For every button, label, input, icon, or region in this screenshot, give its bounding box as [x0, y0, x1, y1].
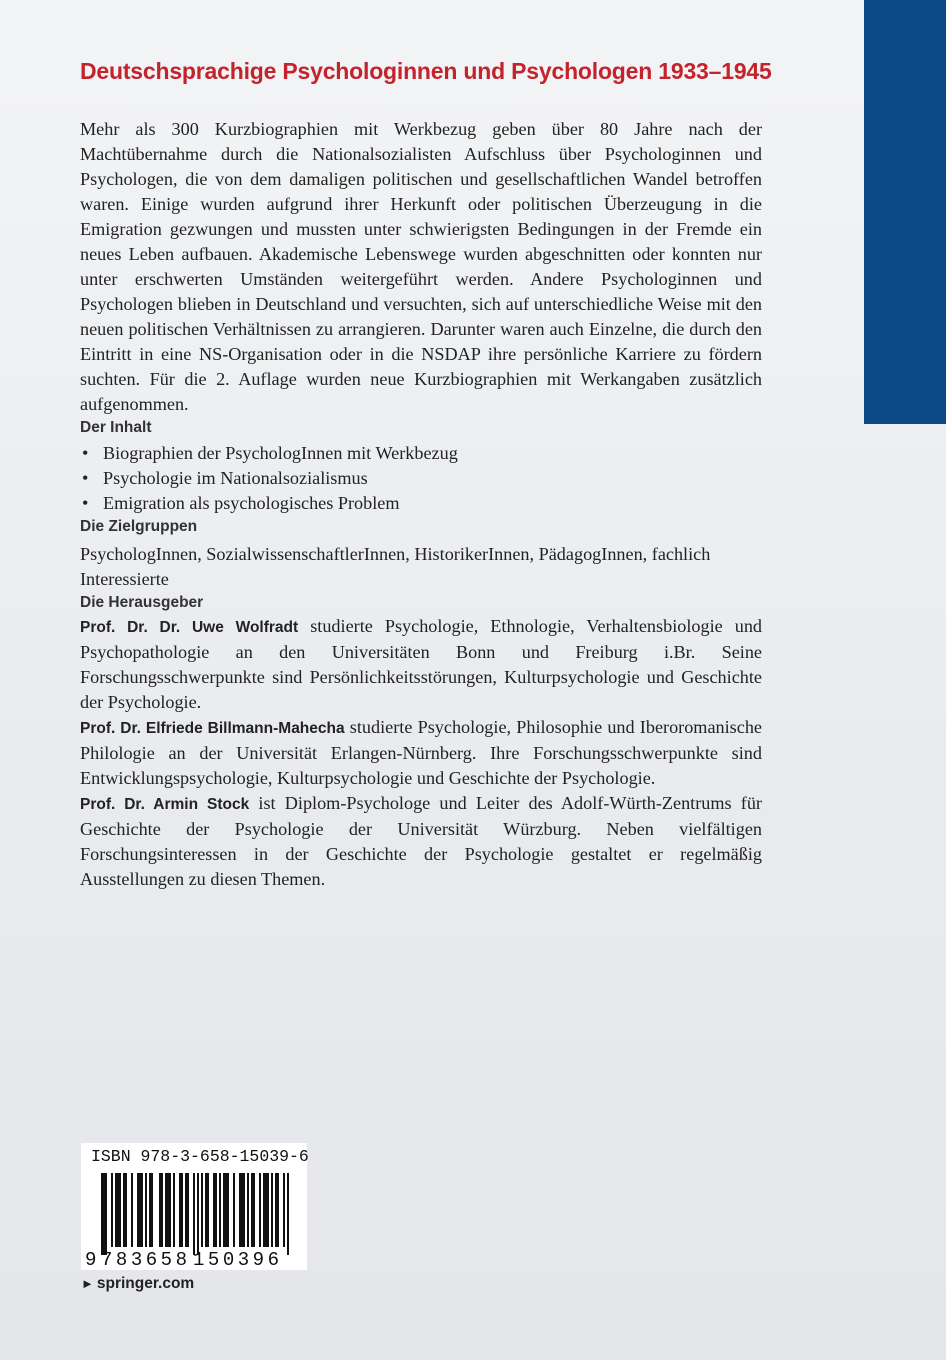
barcode-bar [165, 1173, 167, 1247]
editor-bio: studierte Psychologie, Ethnologie, Verhaltensbiologie und Psychopathologie an den Universitäten Bonn und Freiburg i.Br. Seine Forschungsschwerpunkte sind Persönlichkeitsstörungen, Kulturpsychologie und Geschichte der Psychologie. [80, 616, 763, 712]
list-item: • Psychologie im Nationalsozialismus [80, 466, 762, 491]
barcode-bar [125, 1173, 127, 1247]
editor-bio: ist Diplom-Psychologe und Leiter des Adolf-Würth-Zentrums für Geschichte der Psychologie der Universität Würzburg. Neben vielfältigen Forschungsinteressen in der Geschichte der Psychologie gestaltet er regelmäßig Ausstellungen zu diesen Themen. [80, 793, 762, 889]
inhalt-list [80, 441, 762, 516]
barcode-bar [277, 1173, 279, 1247]
barcode-bar [275, 1173, 277, 1247]
barcode-bar [267, 1173, 269, 1247]
barcode-bar [137, 1173, 139, 1247]
barcode-bar [103, 1173, 105, 1255]
isbn-barcode [81, 1143, 307, 1270]
barcode-bar [215, 1173, 217, 1247]
intro-paragraph: Mehr als 300 Kurzbiographien mit Werkbezug geben über 80 Jahre nach der Machtübernahme durch die Nationalsozialisten Aufschluss über Psychologinnen und Psychologen, die von dem damaligen politischen und gesellschaftlichen Wandel betroffen waren. Einige wurden aufgrund ihrer Herkunft oder politischen Überzeugung in die Emigration gezwungen und mussten unter schwierigsten Bedingungen in der Fremde ein neues Leben aufbauen. Akademische Lebenswege wurden abgeschnitten oder konnten nur unter erschwerten Umständen weitergeführt werden. Andere Psychologinnen und Psychologen blieben in Deutschland und versuchten, sich auf unterschiedliche Weise mit den neuen politischen Verhältnissen zu arrangieren. Darunter waren auch Einzelne, die durch den Eintritt in eine NS-Organisation oder in die NSDAP ihre persönliche Karriere zu fördern suchten. Für die 2. Auflage wurden neue Kurzbiographien mit Werkangaben zusätzlich aufgenommen. [80, 119, 762, 414]
barcode-bar [271, 1173, 273, 1247]
barcode-bar [259, 1173, 261, 1247]
list-item: • Emigration als psychologisches Problem [80, 491, 762, 516]
editor-bio: studierte Psychologie, Philosophie und Iberoromanische Philologie an der Universität Erlangen-Nürnberg. Ihre Forschungsschwerpunkte sind Entwicklungspsychologie, Kulturpsychologie und Geschichte der Psychologie. [80, 717, 762, 788]
barcode-bar [159, 1173, 161, 1247]
publisher-link[interactable] [81, 1275, 194, 1293]
herausgeber-heading: Die Herausgeber [80, 594, 204, 611]
barcode-bar [239, 1173, 241, 1247]
barcode-bar [161, 1173, 163, 1247]
barcode-bar [207, 1173, 209, 1247]
barcode-bar [185, 1173, 187, 1247]
isbn-label: ISBN 978-3-658-15039-6 [91, 1147, 309, 1166]
barcode-bar [141, 1173, 143, 1247]
barcode-digits-left: 783658 [101, 1249, 187, 1270]
zielgruppen-text: PsychologInnen, SozialwissenschaftlerInnen, HistorikerInnen, PädagogInnen, fachlich Interessierte [80, 544, 711, 589]
inhalt-heading: Der Inhalt [80, 419, 152, 436]
editor-name: Prof. Dr. Armin Stock [80, 796, 250, 813]
barcode-bar [205, 1173, 207, 1247]
barcode-bar [283, 1173, 285, 1247]
barcode-bar [101, 1173, 103, 1255]
book-title: Deutschsprachige Psychologinnen und Psychologen 1933–1945 [80, 58, 772, 84]
barcode-digits-right: 150396 [193, 1249, 279, 1270]
barcode-bar [151, 1173, 153, 1247]
barcode-bar [115, 1173, 117, 1247]
barcode-bar [233, 1173, 235, 1247]
barcode-bar [243, 1173, 245, 1247]
barcode-bar [223, 1173, 225, 1247]
barcode-bar [263, 1173, 265, 1247]
barcode-bar [131, 1173, 133, 1247]
barcode-bar [265, 1173, 267, 1247]
editor-name: Prof. Dr. Dr. Uwe Wolfradt [80, 619, 299, 636]
list-item: • Biographien der PsychologInnen mit Werkbezug [80, 441, 762, 466]
bullet-icon: • [82, 493, 89, 513]
barcode-bar [167, 1173, 169, 1247]
barcode-bar [193, 1173, 195, 1255]
barcode-bar [173, 1173, 175, 1247]
barcode-bar [187, 1173, 189, 1247]
barcode-bar [227, 1173, 229, 1247]
barcode-bar [181, 1173, 183, 1247]
barcode-bar [169, 1173, 171, 1247]
zielgruppen-heading: Die Zielgruppen [80, 518, 198, 535]
blue-accent-bar [864, 0, 946, 424]
barcode-bar [219, 1173, 221, 1247]
barcode-bar [145, 1173, 147, 1247]
barcode-bar [287, 1173, 289, 1255]
bullet-icon: • [82, 443, 89, 463]
publisher-url: springer.com [96, 1275, 195, 1292]
barcode-bar [105, 1173, 107, 1255]
barcode-bar [111, 1173, 113, 1247]
barcode-bars [101, 1173, 289, 1255]
editor-entry [80, 715, 762, 791]
barcode-bar [201, 1173, 203, 1247]
editor-name: Prof. Dr. Elfriede Billmann-Mahecha [80, 720, 345, 737]
barcode-bar [225, 1173, 227, 1247]
barcode-bar [247, 1173, 249, 1247]
barcode-bar [197, 1173, 199, 1255]
barcode-digit-first: 9 [85, 1249, 97, 1270]
barcode-bar [119, 1173, 121, 1247]
editor-entry [80, 791, 762, 892]
barcode-bar [179, 1173, 181, 1247]
barcode-bar [251, 1173, 253, 1247]
barcode-bar [117, 1173, 119, 1247]
barcode-bar [213, 1173, 215, 1247]
barcode-bar [123, 1173, 125, 1247]
back-cover-content [80, 117, 762, 892]
editor-entry [80, 614, 762, 715]
barcode-bar [253, 1173, 255, 1247]
barcode-bar [139, 1173, 141, 1247]
arrow-icon: ► [81, 1276, 94, 1291]
barcode-bar [241, 1173, 243, 1247]
barcode-bar [149, 1173, 151, 1247]
bullet-icon: • [82, 468, 89, 488]
